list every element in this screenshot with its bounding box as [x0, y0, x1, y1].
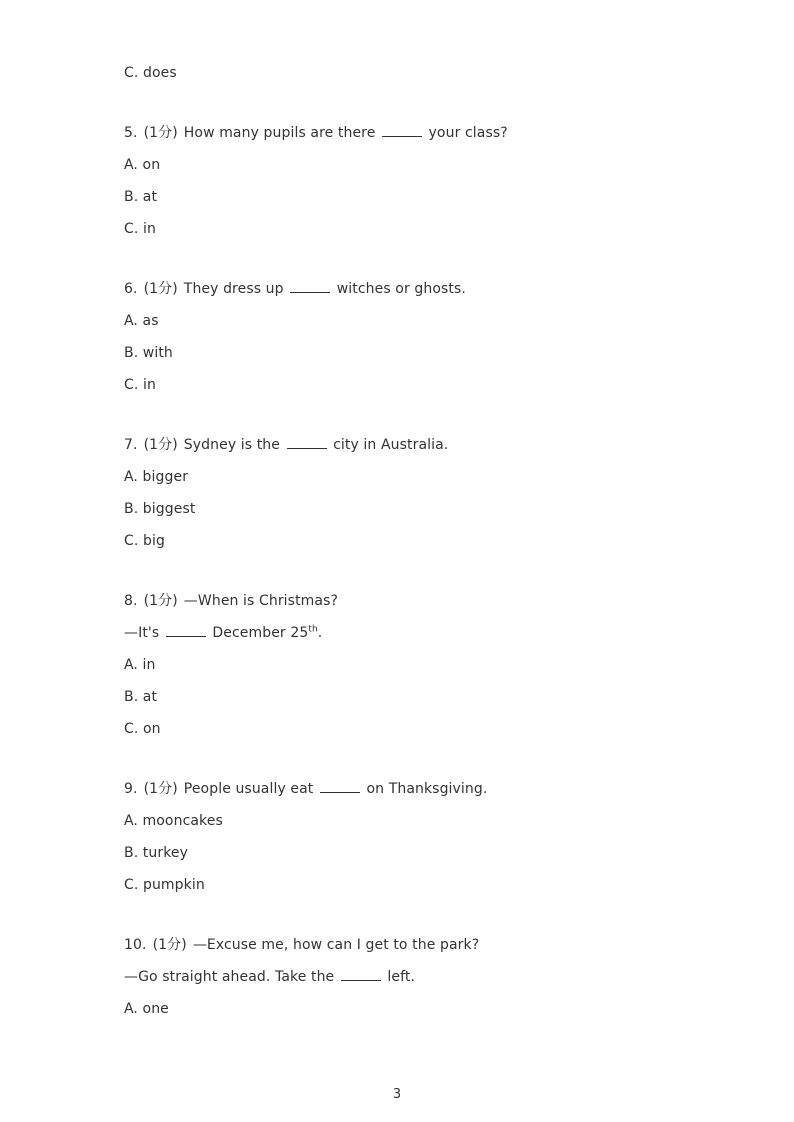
- dialog-text-end: .: [317, 625, 323, 641]
- prev-question-option-c: C. does: [124, 65, 177, 81]
- question-score: (1分): [152, 937, 187, 953]
- question-score: (1分): [143, 281, 178, 297]
- question-9-option-a: A. mooncakes: [124, 813, 223, 829]
- answer-blank: [290, 280, 330, 293]
- question-10-dialog-line: [124, 968, 415, 986]
- question-10-stem: [124, 936, 479, 954]
- question-number: 6.: [124, 281, 138, 297]
- question-9-stem: [124, 780, 487, 798]
- question-score: (1分): [143, 781, 178, 797]
- answer-blank: [341, 968, 381, 981]
- question-5-stem: [124, 124, 508, 142]
- question-number: 9.: [124, 781, 138, 797]
- question-text: —When is Christmas?: [183, 593, 339, 609]
- question-8-option-a: A. in: [124, 657, 156, 673]
- page-number: 3: [392, 1087, 402, 1102]
- question-6-option-b: B. with: [124, 345, 173, 361]
- question-5-option-a: A. on: [124, 157, 161, 173]
- question-9-option-c: C. pumpkin: [124, 877, 205, 893]
- question-6-option-a: A. as: [124, 313, 159, 329]
- question-8-dialog-line: [124, 624, 322, 642]
- question-8-stem: [124, 592, 338, 610]
- dialog-text-after: December 25: [212, 625, 309, 641]
- question-number: 10.: [124, 937, 147, 953]
- question-number: 8.: [124, 593, 138, 609]
- dialog-text-before: —Go straight ahead. Take the: [124, 969, 335, 985]
- question-text-before: People usually eat: [183, 781, 314, 797]
- question-5-option-c: C. in: [124, 221, 156, 237]
- question-text-after: your class?: [428, 125, 508, 141]
- question-text-after: witches or ghosts.: [336, 281, 466, 297]
- answer-blank: [382, 124, 422, 137]
- question-6-option-c: C. in: [124, 377, 156, 393]
- question-text-before: Sydney is the: [183, 437, 280, 453]
- question-7-option-b: B. biggest: [124, 501, 196, 517]
- dialog-text-after: left.: [387, 969, 416, 985]
- question-text-after: city in Australia.: [333, 437, 449, 453]
- question-9-option-b: B. turkey: [124, 845, 189, 861]
- answer-blank: [287, 436, 327, 449]
- ordinal-suffix: th: [308, 624, 318, 635]
- dialog-text-before: —It's: [124, 625, 160, 641]
- question-number: 5.: [124, 125, 138, 141]
- answer-blank: [320, 780, 360, 793]
- question-6-stem: [124, 280, 466, 298]
- question-text-before: They dress up: [183, 281, 284, 297]
- question-8-option-c: C. on: [124, 721, 161, 737]
- question-text-before: How many pupils are there: [183, 125, 376, 141]
- question-score: (1分): [143, 437, 178, 453]
- question-7-option-c: C. big: [124, 533, 165, 549]
- question-text-after: on Thanksgiving.: [366, 781, 488, 797]
- question-score: (1分): [143, 593, 178, 609]
- question-10-option-a: A. one: [124, 1001, 169, 1017]
- question-8-option-b: B. at: [124, 689, 158, 705]
- question-7-option-a: A. bigger: [124, 469, 189, 485]
- question-text: —Excuse me, how can I get to the park?: [192, 937, 480, 953]
- question-5-option-b: B. at: [124, 189, 158, 205]
- question-number: 7.: [124, 437, 138, 453]
- question-7-stem: [124, 436, 448, 454]
- answer-blank: [166, 624, 206, 637]
- question-score: (1分): [143, 125, 178, 141]
